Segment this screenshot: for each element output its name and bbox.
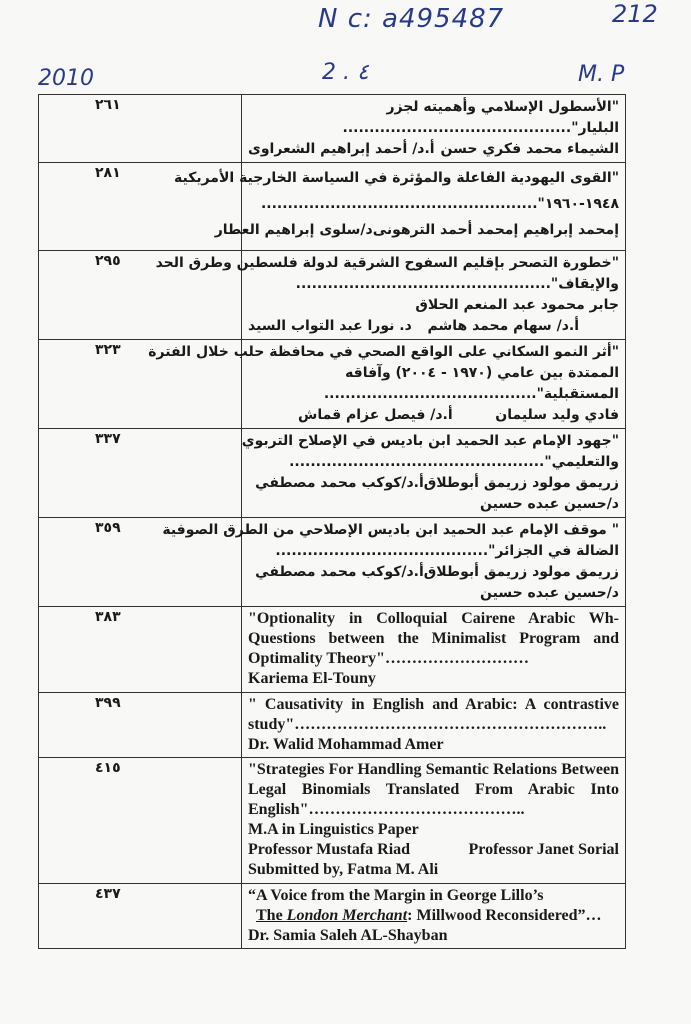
entry-title-line: المستقبلية"........................................	[323, 386, 619, 402]
toc-row	[39, 95, 626, 163]
entry-author: Dr. Walid Mohammad Amer	[248, 736, 444, 753]
entry-cell	[242, 693, 626, 758]
entry-author: الشيماء محمد فكري حسن	[440, 141, 619, 157]
entry-author: زريمق مولود زريمق أبوطلاق	[423, 564, 619, 580]
entry-title-line: والإيقاف"................................................	[295, 276, 619, 292]
entry-cell	[242, 429, 626, 518]
entry-title-line: والتعليمي"................................................	[289, 454, 619, 470]
toc-row	[39, 340, 626, 429]
entry-title-line: “A Voice from the Margin in George Lillo’s	[248, 887, 544, 904]
toc-row	[39, 607, 626, 693]
handwritten-reference-number: 212	[612, 0, 658, 28]
toc-row	[39, 163, 626, 251]
toc-row	[39, 518, 626, 607]
entry-note: M.A in Linguistics Paper	[248, 821, 419, 838]
toc-row	[39, 251, 626, 340]
entry-cell	[155, 251, 626, 340]
entry-author: Dr. Samia Saleh AL-Shayban	[248, 927, 448, 944]
entry-title: "Optionality in Colloquial Cairene Arabic Wh-Questions between the Minimalist Program and Optimality Theory"………………………	[248, 610, 619, 667]
entry-supervisor: أ.د/ فيصل عزام قماش	[298, 407, 453, 423]
entry-title-line: الضالة في الجزائر"........................................	[275, 543, 619, 559]
entry-supervisors	[248, 840, 619, 860]
entry-author: زريمق مولود زريمق أبوطلاق	[423, 475, 619, 491]
entry-cell	[242, 95, 626, 163]
entry-supervisor: د/سلوى إبراهيم العطار	[214, 222, 373, 238]
entry-title-line: "خطورة التصحر بإقليم السفوح الشرقية لدولة فلسطين وطرق الحد	[155, 255, 619, 271]
page-number: ٣٩٩	[39, 693, 242, 758]
entry-author: Kariema El-Touny	[248, 670, 376, 687]
entry-co-supervisor: د/حسين عبده حسين	[480, 585, 619, 601]
entry-cell	[173, 163, 626, 251]
entry-cell	[148, 340, 626, 429]
entry-co-supervisor: د/حسين عبده حسين	[480, 496, 619, 512]
entry-title-line: ١٩٤٨-١٩٦٠"....................................................	[260, 196, 619, 212]
entry-author: Submitted by, Fatma M. Ali	[248, 861, 439, 878]
entry-title-italic: London Merchant	[286, 907, 408, 924]
entry-supervisor: أ.د/ أحمد إبراهيم الشعراوى	[248, 141, 435, 157]
entry-author: جابر محمود عبد المنعم الحلاق	[415, 297, 619, 313]
page-number: ٤٣٧	[39, 884, 242, 949]
entry-supervisors	[248, 316, 619, 337]
page-number: ٢٦١	[39, 95, 242, 163]
handwritten-mark: M. P	[578, 62, 625, 87]
toc-row	[39, 429, 626, 518]
entry-author: فادي وليد سليمان	[495, 407, 619, 423]
entry-title-line: الممتدة بين عامي (١٩٧٠ - ٢٠٠٤) وآفاقه	[345, 365, 619, 381]
entry-supervisor: أ.د/كوكب محمد مصطفي	[255, 564, 424, 580]
toc-row	[39, 693, 626, 758]
entry-cell	[242, 758, 626, 884]
entry-authors	[214, 217, 619, 243]
entry-title-post: : Millwood Reconsidered”…	[407, 907, 602, 924]
entry-cell	[162, 518, 626, 607]
entry-title-line	[248, 906, 619, 926]
entry-title: "Strategies For Handling Semantic Relations Between Legal Binomials Translated From Arabic Into English"…………………………………..	[248, 761, 619, 818]
page-number: ٣٥٩	[39, 518, 242, 607]
entry-supervisor: Professor Mustafa Riad	[248, 841, 411, 858]
page-number: ٢٩٥	[39, 251, 242, 340]
entry-title: " Causativity in English and Arabic: A contrastive study"…………………………………………………..	[248, 696, 619, 733]
entry-cell	[242, 607, 626, 693]
entry-supervisor: أ.د/كوكب محمد مصطفي	[255, 475, 424, 491]
entry-title-pre: The	[256, 907, 287, 924]
entry-authors	[248, 139, 619, 160]
entry-title-line: "الأسطول الإسلامي وأهميته لجزر	[386, 99, 619, 115]
page-number: ٤١٥	[39, 758, 242, 884]
page-number: ٣٢٣	[39, 340, 242, 429]
entry-authors	[248, 562, 619, 583]
entry-title-line: "القوى اليهودية الفاعلة والمؤثرة في السياسة الخارجية الأمريكية	[173, 170, 619, 186]
table-of-contents	[38, 94, 626, 949]
entry-title-line: "جهود الإمام عبد الحميد ابن باديس في الإصلاح التربوي	[241, 433, 619, 449]
handwritten-volume: 2 . ٤	[322, 60, 369, 85]
page-number: ٢٨١	[39, 163, 242, 251]
entry-cell	[242, 884, 626, 949]
toc-row	[39, 884, 626, 949]
page-number: ٣٨٣	[39, 607, 242, 693]
page-number: ٣٣٧	[39, 429, 242, 518]
entry-title-line: " موقف الإمام عبد الحميد ابن باديس الإصلاحي من الطرق الصوفية	[162, 522, 619, 538]
entry-authors	[248, 405, 619, 426]
entry-title-line: "أثر النمو السكاني على الواقع الصحي في محافظة حلب خلال الفترة	[148, 344, 619, 360]
entry-title-line: البليار"...........................................	[342, 120, 619, 136]
entry-authors	[248, 473, 619, 494]
entry-supervisor: أ.د/ سهام محمد هاشم	[427, 318, 579, 334]
entry-author: إمحمد إبراهيم إمحمد أحمد الترهونى	[372, 222, 619, 238]
entry-supervisor: د. نورا عبد التواب السيد	[248, 318, 412, 334]
handwritten-year: 2010	[38, 66, 94, 91]
toc-row	[39, 758, 626, 884]
handwritten-call-number: N c: a495487	[318, 4, 505, 34]
entry-supervisor: Professor Janet Sorial	[468, 841, 619, 858]
